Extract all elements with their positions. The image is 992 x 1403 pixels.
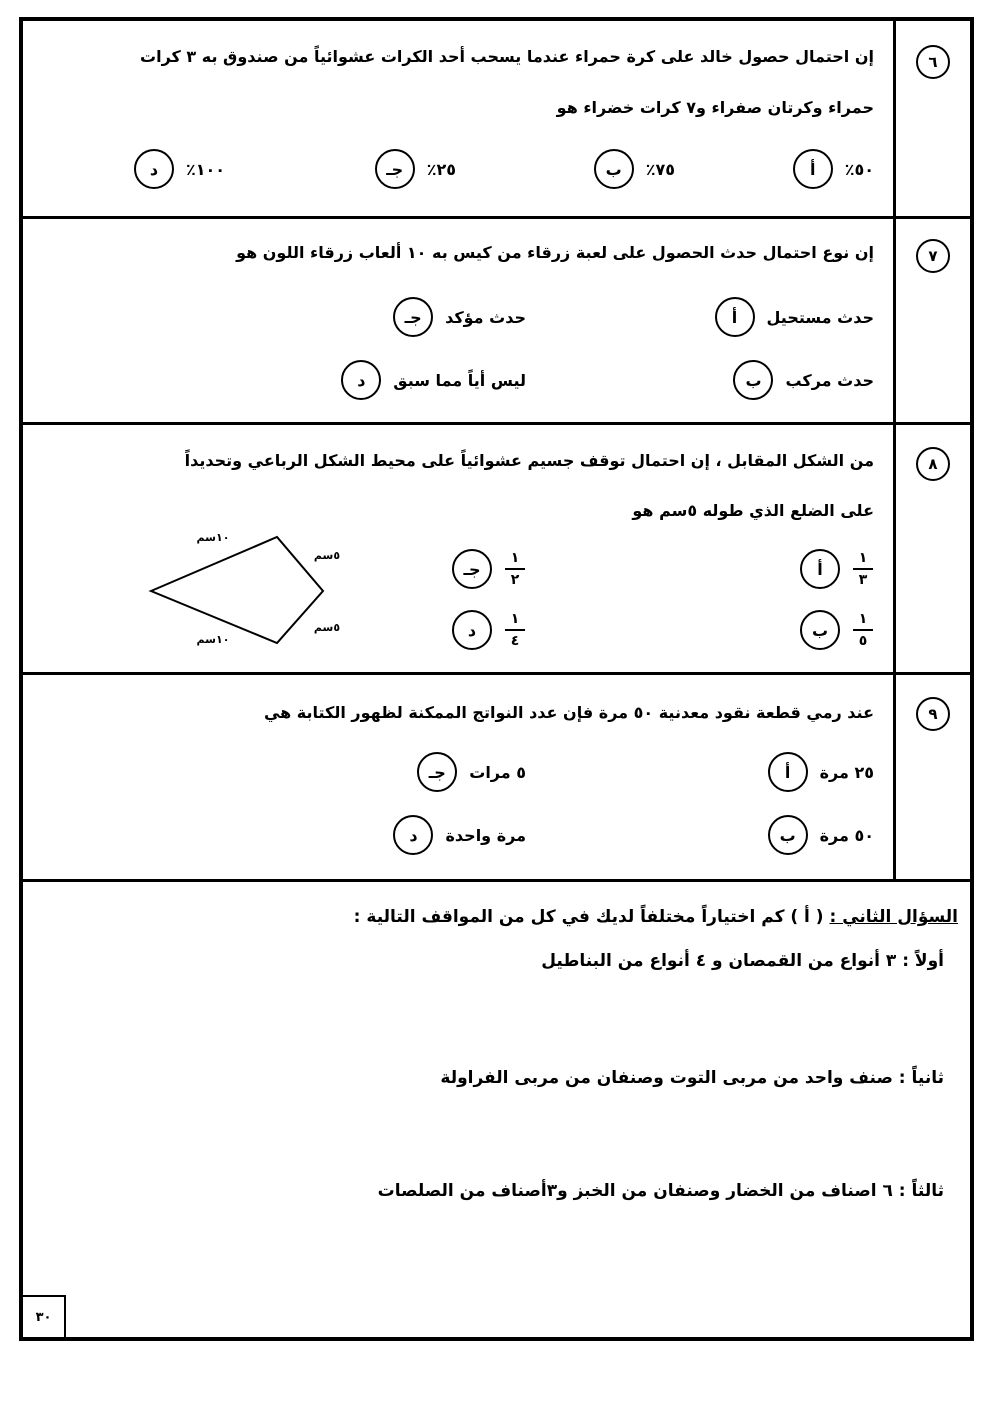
- option-letter-badge: ب: [733, 360, 773, 400]
- question-7-row: [23, 219, 970, 425]
- answer-option-c[interactable]: [393, 297, 526, 337]
- option-letter-badge: أ: [800, 549, 840, 589]
- fraction-bar: [505, 568, 525, 570]
- option-letter-badge: جـ: [417, 752, 457, 792]
- option-text: ليس أياً مما سبق: [393, 370, 526, 390]
- section-2-heading: السؤال الثاني :: [829, 907, 958, 927]
- option-letter-badge: ب: [768, 815, 808, 855]
- option-text: ١٠٠٪: [185, 159, 225, 179]
- question-number-badge: ٨: [916, 447, 950, 481]
- question-number-column: [893, 675, 970, 879]
- option-text: حدث مؤكد: [445, 307, 526, 327]
- answer-option-b[interactable]: [800, 610, 874, 650]
- exam-page-frame: [19, 17, 974, 1341]
- question-8-row: [23, 425, 970, 675]
- option-text: مرة واحدة: [445, 825, 526, 845]
- section-2-item-1: أولاً : ٣ أنواع من القمصان و ٤ أنواع من البناطيل: [541, 951, 944, 971]
- fraction-denominator: ٥: [858, 633, 868, 649]
- answer-option-d[interactable]: [452, 610, 526, 650]
- question-text: إن احتمال حصول خالد على كرة حمراء عندما يسحب أحد الكرات عشوائياً من صندوق به ٣ كرات: [140, 47, 874, 66]
- option-letter-badge: د: [452, 610, 492, 650]
- answer-option-a[interactable]: [800, 549, 874, 589]
- fraction: [504, 550, 526, 588]
- section-2-item-3: ثالثاً : ٦ اصناف من الخضار وصنفان من الخبز و٣أصناف من الصلصات: [377, 1181, 944, 1201]
- option-letter-badge: جـ: [452, 549, 492, 589]
- question-number-badge: ٩: [916, 697, 950, 731]
- question-text: على الضلع الذي طوله ٥سم هو: [632, 501, 874, 520]
- answer-option-a[interactable]: [793, 149, 874, 189]
- question-number-column: [893, 219, 970, 422]
- question-text: إن نوع احتمال حدث الحصول على لعبة زرقاء من كيس به ١٠ ألعاب زرقاء اللون هو: [236, 243, 874, 262]
- option-letter-badge: أ: [768, 752, 808, 792]
- fraction-bar: [853, 629, 873, 631]
- option-text: حدث مركب: [785, 370, 874, 390]
- answer-option-d[interactable]: [134, 149, 225, 189]
- answer-option-b[interactable]: [594, 149, 675, 189]
- question-text: عند رمي قطعة نقود معدنية ٥٠ مرة فإن عدد النواتج الممكنة لظهور الكتابة هي: [263, 703, 874, 722]
- question-number-badge: ٧: [916, 239, 950, 273]
- answer-option-c[interactable]: [417, 752, 526, 792]
- side-label-top-right: ٥سم: [313, 549, 341, 562]
- side-label-bottom-right: ٥سم: [313, 621, 341, 634]
- option-text: ٢٥٪: [426, 159, 456, 179]
- fraction-denominator: ٤: [510, 633, 520, 649]
- quadrilateral-figure: [141, 515, 361, 655]
- answer-option-c[interactable]: [375, 149, 456, 189]
- section-2-prompt-line: [354, 907, 958, 927]
- option-text: ٥٠ مرة: [819, 825, 874, 845]
- fraction-denominator: ٢: [510, 572, 520, 588]
- answer-option-b[interactable]: [733, 360, 874, 400]
- fraction-bar: [853, 568, 873, 570]
- fraction: [504, 611, 526, 649]
- question-number-badge: ٦: [916, 45, 950, 79]
- option-text: ٢٥ مرة: [819, 762, 874, 782]
- question-number-column: [893, 21, 970, 216]
- fraction-numerator: ١: [858, 550, 868, 566]
- option-letter-badge: جـ: [375, 149, 415, 189]
- side-label-top-left: ١٠سم: [196, 531, 230, 544]
- option-text: ٧٥٪: [645, 159, 675, 179]
- option-text: ٥ مرات: [469, 762, 526, 782]
- answer-option-d[interactable]: [341, 360, 526, 400]
- answer-option-c[interactable]: [452, 549, 526, 589]
- question-9-row: [23, 675, 970, 882]
- option-letter-badge: أ: [715, 297, 755, 337]
- fraction-numerator: ١: [858, 611, 868, 627]
- option-text: ٥٠٪: [844, 159, 874, 179]
- question-text: من الشكل المقابل ، إن احتمال توقف جسيم عشوائياً على محيط الشكل الرباعي وتحديداً: [184, 451, 874, 470]
- option-letter-badge: ب: [800, 610, 840, 650]
- question-text: حمراء وكرتان صفراء و٧ كرات خضراء هو: [556, 98, 874, 117]
- question-number-column: [893, 425, 970, 672]
- question-6-row: [23, 21, 970, 219]
- fraction-numerator: ١: [510, 550, 520, 566]
- answer-option-d[interactable]: [393, 815, 526, 855]
- answer-option-a[interactable]: [768, 752, 874, 792]
- option-text: حدث مستحيل: [766, 307, 874, 327]
- page-number: ٣٠: [23, 1295, 66, 1337]
- option-letter-badge: ب: [594, 149, 634, 189]
- answer-option-a[interactable]: [715, 297, 874, 337]
- section-2-prompt: ( أ ) كم اختياراً مختلفاً لديك في كل من المواقف التالية :: [353, 907, 824, 927]
- answer-option-b[interactable]: [768, 815, 874, 855]
- kite-shape: [151, 537, 323, 643]
- option-letter-badge: أ: [793, 149, 833, 189]
- option-letter-badge: د: [341, 360, 381, 400]
- option-letter-badge: د: [134, 149, 174, 189]
- fraction-numerator: ١: [510, 611, 520, 627]
- fraction: [852, 550, 874, 588]
- fraction: [852, 611, 874, 649]
- section-2-item-2: ثانياً : صنف واحد من مربى التوت وصنفان من مربى الفراولة: [440, 1068, 944, 1088]
- fraction-bar: [505, 629, 525, 631]
- side-label-bottom-left: ١٠سم: [196, 633, 230, 646]
- option-letter-badge: جـ: [393, 297, 433, 337]
- fraction-denominator: ٣: [858, 572, 868, 588]
- option-letter-badge: د: [393, 815, 433, 855]
